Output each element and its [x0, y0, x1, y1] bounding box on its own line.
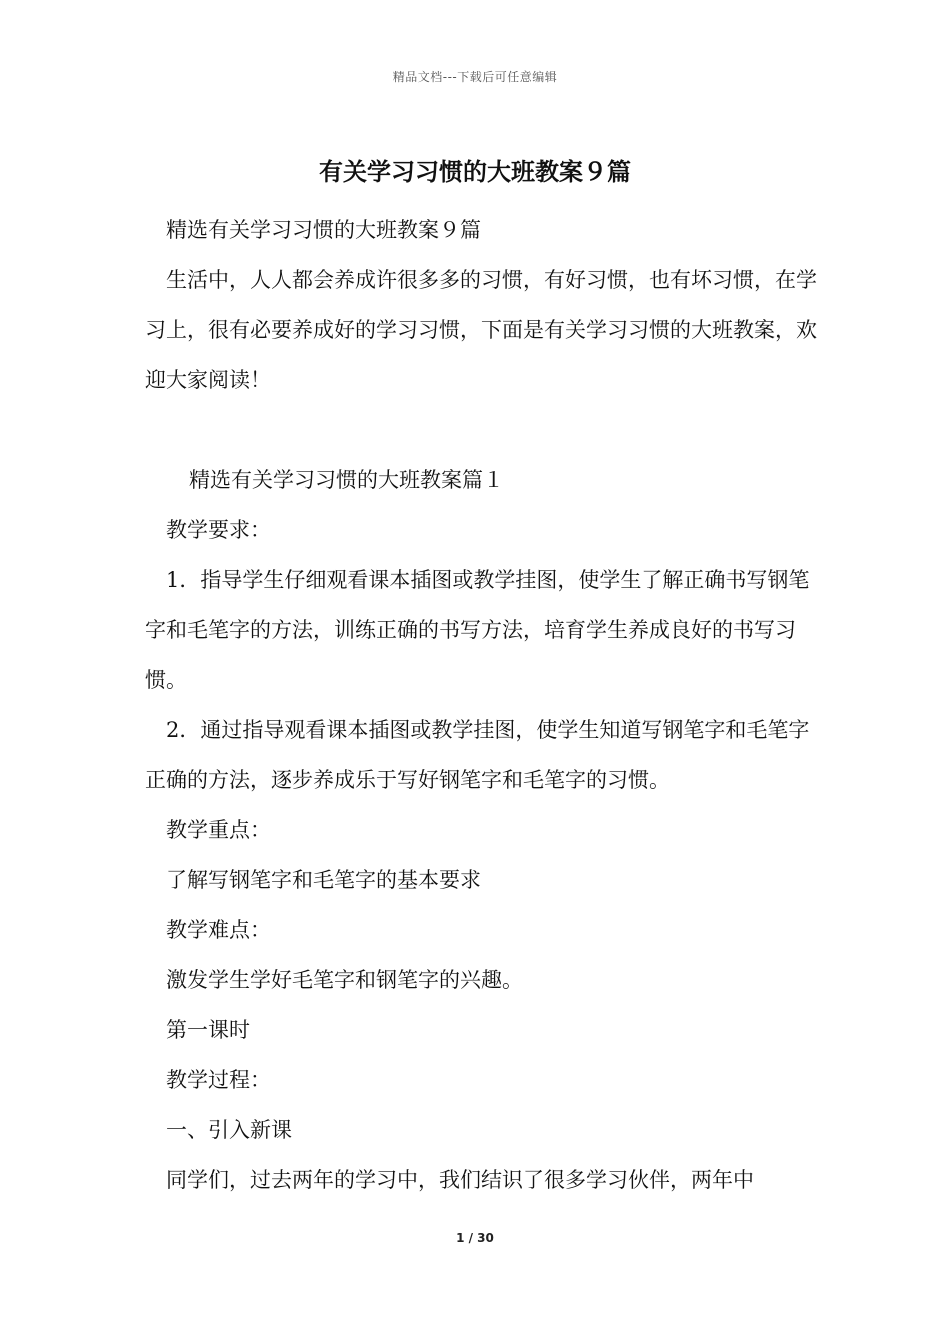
requirement-item-2: 2．通过指导观看课本插图或教学挂图，使学生知道写钢笔字和毛笔字正确的方法，逐步养成乐于写好钢笔字和毛笔字的习惯。: [145, 718, 810, 792]
requirements-label: 教学要求：: [166, 518, 271, 542]
step-paragraph: 同学们，过去两年的学习中，我们结识了很多学习伙伴，两年中: [166, 1168, 754, 1192]
lesson-label: 第一课时: [166, 1018, 250, 1042]
document-subtitle: 精选有关学习习惯的大班教案９篇: [166, 218, 481, 242]
blank-line: [145, 405, 825, 455]
document-body: [145, 205, 825, 1205]
process-label: 教学过程：: [166, 1068, 271, 1092]
header-note: 精品文档---下载后可任意编辑: [392, 70, 558, 84]
document-title: 有关学习习惯的大班教案９篇: [319, 158, 631, 186]
focus-label: 教学重点：: [166, 818, 271, 842]
intro-paragraph: 生活中，人人都会养成许很多多的习惯，有好习惯，也有坏习惯，在学习上，很有必要养成好的学习习惯，下面是有关学习习惯的大班教案，欢迎大家阅读！: [145, 268, 817, 392]
difficulty-label: 教学难点：: [166, 918, 271, 942]
page-number: 1 / 30: [456, 1231, 494, 1245]
focus-text: 了解写钢笔字和毛笔字的基本要求: [166, 868, 481, 892]
difficulty-text: 激发学生学好毛笔字和钢笔字的兴趣。: [166, 968, 523, 992]
requirement-item-1: 1．指导学生仔细观看课本插图或教学挂图，使学生了解正确书写钢笔字和毛笔字的方法，训练正确的书写方法，培育学生养成良好的书写习惯。: [145, 568, 810, 692]
step-heading: 一、引入新课: [166, 1118, 292, 1142]
section-title: 精选有关学习习惯的大班教案篇１: [189, 468, 504, 492]
